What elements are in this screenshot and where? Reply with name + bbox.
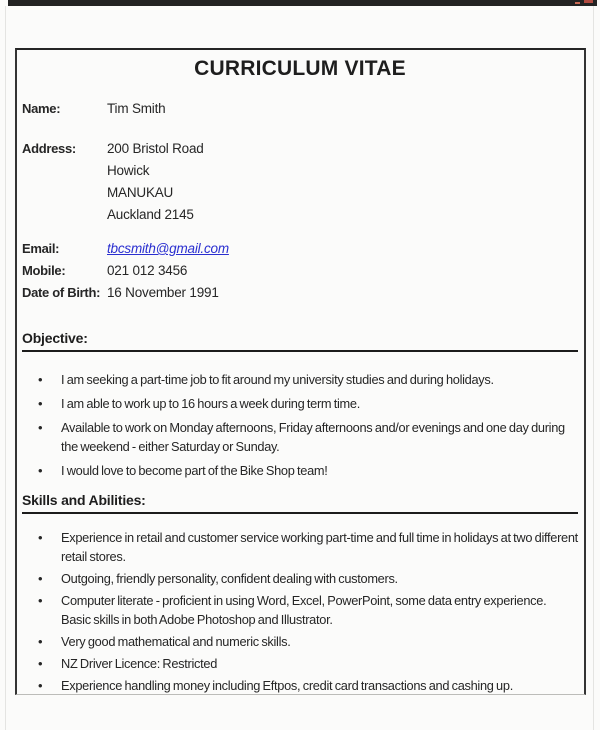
- scan-artifact-red-mark: [575, 2, 580, 4]
- mobile-row: [22, 260, 578, 282]
- bullet-item: • Very good mathematical and numeric skills.: [22, 632, 578, 651]
- bullet-item: • Available to work on Monday afternoons, Friday afternoons and/or evenings and one day during the weekend - either Saturday or Sunday.: [22, 418, 578, 456]
- address-line: Auckland 2145: [107, 207, 194, 222]
- personal-details: [22, 98, 578, 304]
- bullet-item: • Experience in retail and customer service working part-time and full time in holidays at two different retail stores.: [22, 528, 578, 566]
- mobile-value: 021 012 3456: [107, 263, 188, 278]
- address-line: MANUKAU: [107, 185, 174, 200]
- bullet-item: • I am able to work up to 16 hours a week during term time.: [22, 394, 578, 413]
- scan-edge-right: [593, 6, 594, 730]
- mobile-label: Mobile:: [22, 263, 66, 278]
- skills-section: [22, 492, 578, 695]
- email-row: [22, 238, 578, 260]
- date-of-birth-label: Date of Birth:: [22, 285, 101, 300]
- bullet-item: • I am seeking a part-time job to fit around my university studies and during holidays.: [22, 370, 578, 389]
- address-label: Address:: [22, 141, 76, 156]
- email-label: Email:: [22, 241, 60, 256]
- bullet-item: • NZ Driver Licence: Restricted: [22, 654, 578, 673]
- name-value: Tim Smith: [107, 101, 166, 116]
- address-line: 200 Bristol Road: [107, 141, 204, 156]
- skills-heading: Skills and Abilities:: [22, 492, 578, 514]
- bullet-item: • Outgoing, friendly personality, confident dealing with customers.: [22, 569, 578, 588]
- scan-artifact-top-bar: [8, 0, 597, 6]
- scan-artifact-red-mark: [584, 0, 593, 3]
- document-title: CURRICULUM VITAE: [194, 57, 406, 80]
- bullet-item: • I would love to become part of the Bike Shop team!: [22, 461, 578, 480]
- name-row: [22, 98, 578, 119]
- skills-list: [22, 528, 578, 695]
- address-lines: [107, 138, 204, 226]
- address-row: [22, 138, 578, 226]
- objective-section: [22, 330, 578, 480]
- objective-list: [22, 370, 578, 480]
- address-line: Howick: [107, 163, 150, 178]
- cv-document: [15, 48, 586, 695]
- name-label: Name:: [22, 101, 61, 116]
- date-of-birth-value: 16 November 1991: [107, 285, 219, 300]
- scan-edge-left: [5, 6, 6, 730]
- date-of-birth-row: [22, 282, 578, 304]
- contact-details: [22, 238, 578, 304]
- email-link[interactable]: tbcsmith@gmail.com: [107, 241, 229, 256]
- objective-heading: Objective:: [22, 330, 578, 352]
- bullet-item: • Computer literate - proficient in using Word, Excel, PowerPoint, some data entry experience. Basic skills in both Adobe Photoshop and Illustrator.: [22, 591, 578, 629]
- bullet-item: • Experience handling money including Eftpos, credit card transactions and cashing up.: [22, 676, 578, 695]
